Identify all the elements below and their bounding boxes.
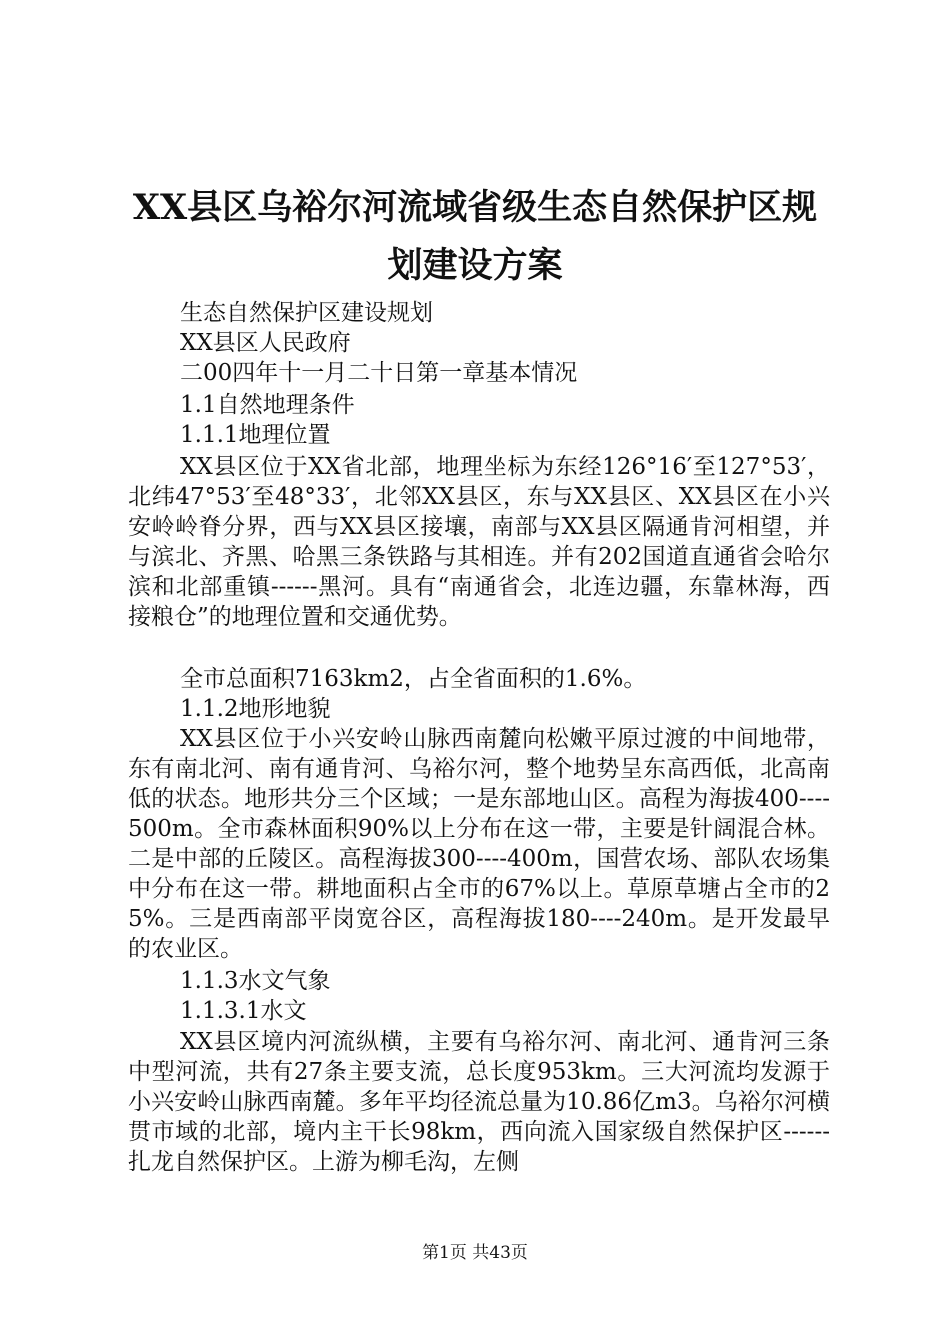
author-government: XX县区人民政府 <box>180 330 351 356</box>
section-heading-1-1: 1.1自然地理条件 <box>180 392 355 418</box>
paragraph-hydrology: XX县区境内河流纵横，主要有乌裕尔河、南北河、通肯河三条中型河流，共有27条主要支流，总长度953km。三大河流均发源于小兴安岭山脉西南麓。多年平均径流总量为10.86亿m3。乌裕尔河横贯市域的北部，境内主干长98km，西向流入国家级自然保护区------扎龙自然保护区。上游为柳毛沟，左侧 <box>128 1029 830 1175</box>
section-heading-1-1-3-1: 1.1.3.1水文 <box>180 998 307 1024</box>
document-title-line-1: XX县区乌裕尔河流域省级生态自然保护区规 <box>132 187 818 228</box>
date-chapter-heading: 二00四年十一月二十日第一章基本情况 <box>180 360 578 386</box>
paragraph-terrain: XX县区位于小兴安岭山脉西南麓向松嫩平原过渡的中间地带，东有南北河、南有通肯河、乌裕尔河，整个地势呈东高西低，北高南低的状态。地形共分三个区域；一是东部地山区。高程为海拔400----500m。全市森林面积90%以上分布在这一带，主要是针阔混合林。二是中部的丘陵区。高程海拔300----400m，国营农场、部队农场集中分布在这一带。耕地面积占全市的67%以上。草原草塘占全市的25%。三是西南部平岗宽谷区，高程海拔180----240m。是开发最早的农业区。 <box>128 726 830 962</box>
paragraph-location: XX县区位于XX省北部，地理坐标为东经126°16′至127°53′，北纬47°53′至48°33′，北邻XX县区，东与XX县区、XX县区在小兴安岭岭脊分界，西与XX县区接壤，南部与XX县区隔通肯河相望，并与滨北、齐黑、哈黑三条铁路与其相连。并有202国道直通省会哈尔滨和北部重镇------黑河。具有“南通省会，北连边疆，东靠林海，西接粮仓”的地理位置和交通优势。 <box>128 454 830 630</box>
document-title-line-2: 划建设方案 <box>387 245 563 286</box>
section-heading-1-1-2: 1.1.2地形地貌 <box>180 696 331 722</box>
paragraph-area: 全市总面积7163km2，占全省面积的1.6%。 <box>180 666 647 692</box>
page-number-footer: 第1页 共43页 <box>422 1243 528 1263</box>
subtitle-plan: 生态自然保护区建设规划 <box>180 300 433 326</box>
section-heading-1-1-1: 1.1.1地理位置 <box>180 422 331 448</box>
section-heading-1-1-3: 1.1.3水文气象 <box>180 968 331 994</box>
